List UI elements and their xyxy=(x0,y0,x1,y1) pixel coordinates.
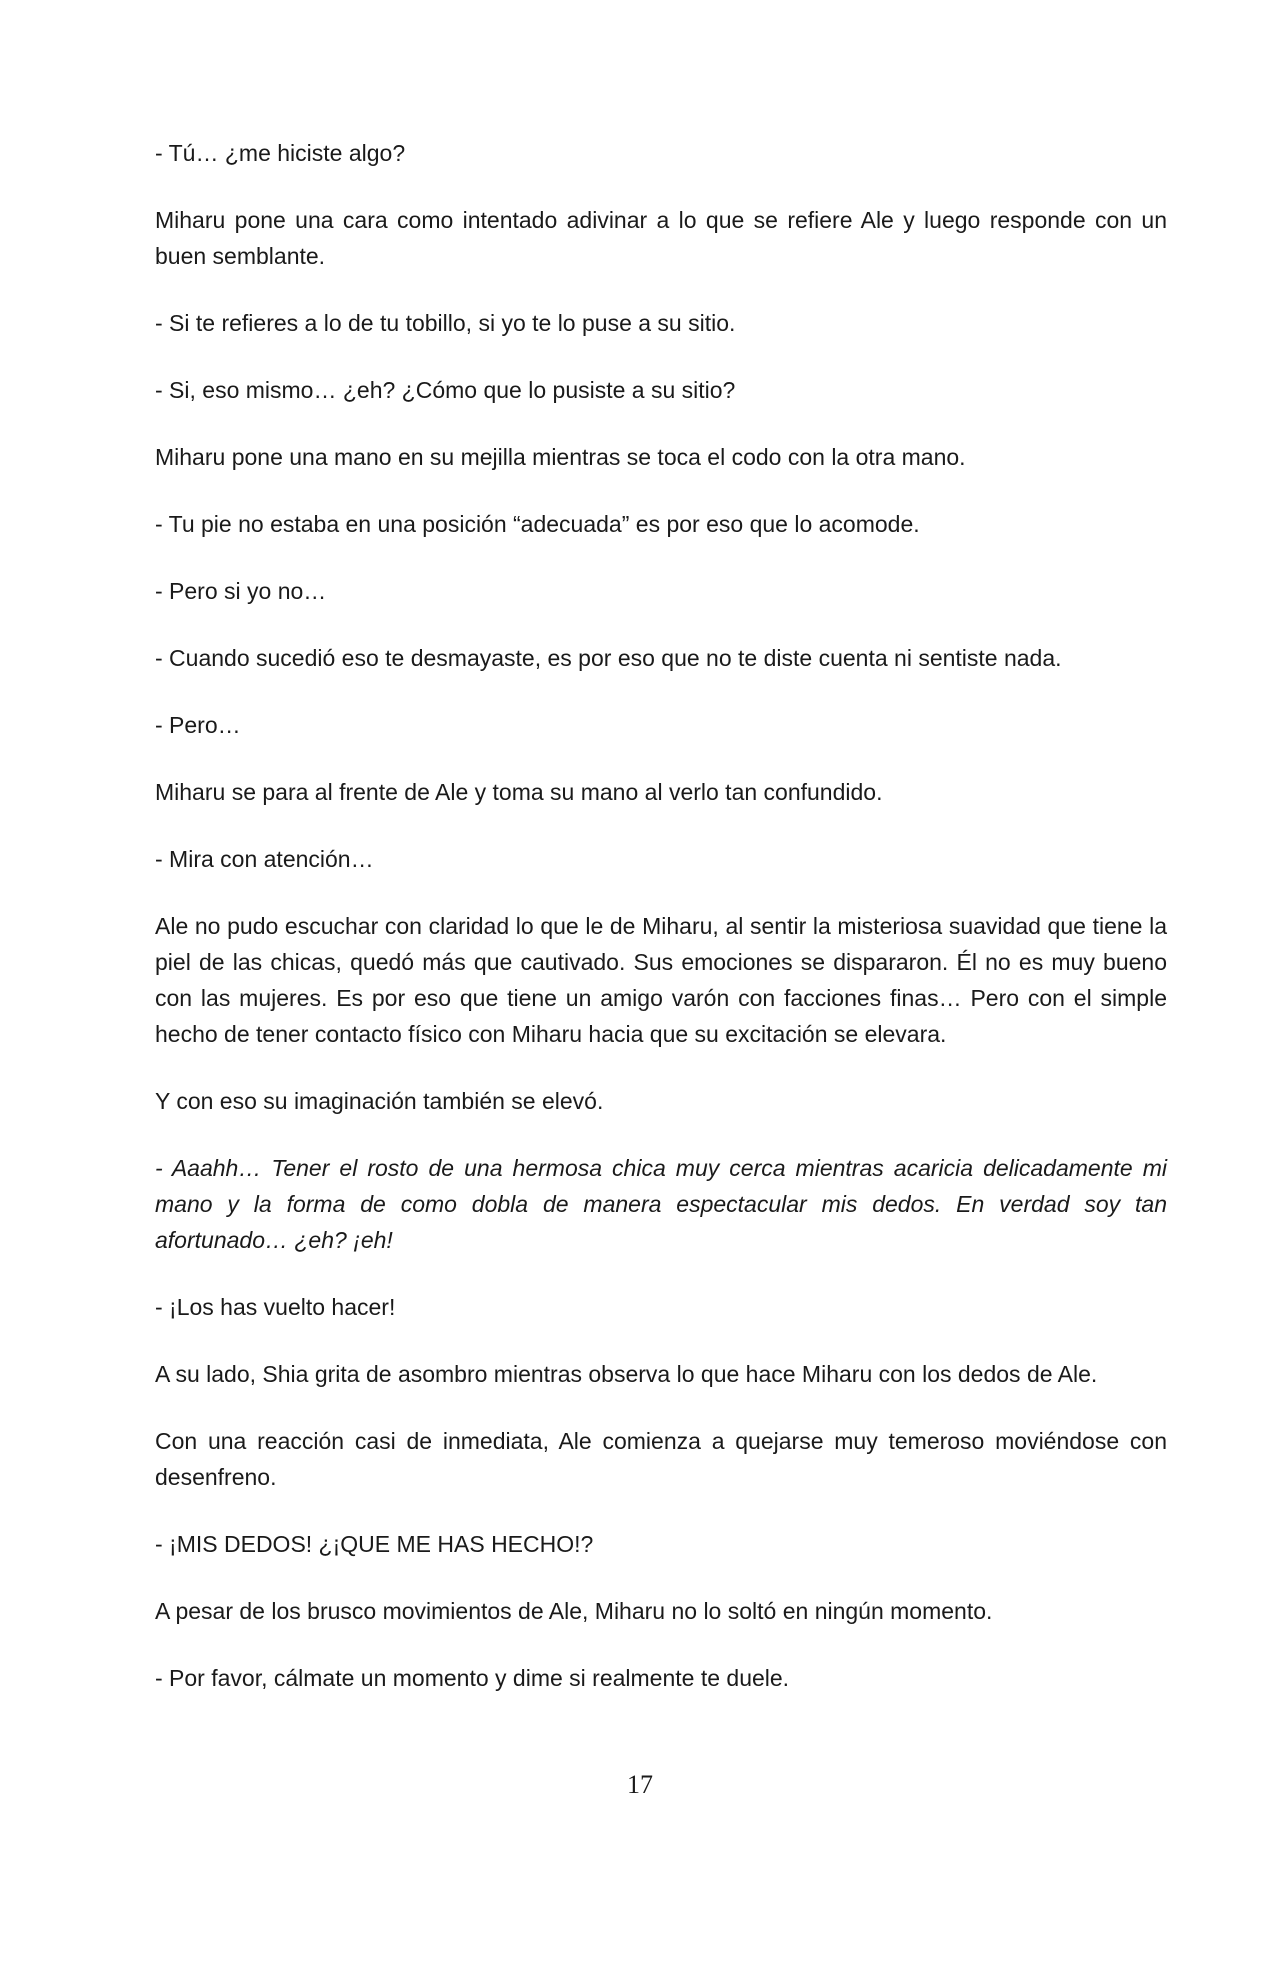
paragraph-6: - Tu pie no estaba en una posición “adecuada” es por eso que lo acomode. xyxy=(155,511,920,537)
paragraph-2: Miharu pone una cara como intentado adivinar a lo que se refiere Ale y luego responde con un buen semblante. xyxy=(155,207,1167,269)
paragraph-13: Y con eso su imaginación también se elevó. xyxy=(155,1088,604,1114)
paragraph-4: - Si, eso mismo… ¿eh? ¿Cómo que lo pusiste a su sitio? xyxy=(155,377,736,403)
paragraph-11: - Mira con atención… xyxy=(155,846,374,872)
paragraph-5: Miharu pone una mano en su mejilla mientras se toca el codo con la otra mano. xyxy=(155,444,966,470)
paragraph-10: Miharu se para al frente de Ale y toma su mano al verlo tan confundido. xyxy=(155,779,883,805)
paragraph-3: - Si te refieres a lo de tu tobillo, si yo te lo puse a su sitio. xyxy=(155,310,736,336)
paragraph-19: A pesar de los brusco movimientos de Ale, Miharu no lo soltó en ningún momento. xyxy=(155,1598,993,1624)
paragraph-9: - Pero… xyxy=(155,712,241,738)
paragraph-7: - Pero si yo no… xyxy=(155,578,327,604)
paragraph-1: - Tú… ¿me hiciste algo? xyxy=(155,140,406,166)
text-body xyxy=(155,135,1167,1727)
paragraph-12: Ale no pudo escuchar con claridad lo que le de Miharu, al sentir la misteriosa suavidad que tiene la piel de las chicas, quedó más que cautivado. Sus emociones se dispararon. Él no es muy bueno con las mujeres. Es por eso que tiene un amigo varón con facciones finas… Pero con el simple hecho de tener contacto físico con Miharu hacia que su excitación se elevara. xyxy=(155,913,1167,1047)
page-number: 17 xyxy=(627,1770,653,1799)
paragraph-15: - ¡Los has vuelto hacer! xyxy=(155,1294,396,1320)
paragraph-14-italic-thought: - Aaahh… Tener el rosto de una hermosa chica muy cerca mientras acaricia delicadamente mi mano y la forma de como dobla de manera espectacular mis dedos. En verdad soy tan afortunado… ¿eh? ¡eh! xyxy=(155,1155,1167,1253)
paragraph-17: Con una reacción casi de inmediata, Ale comienza a quejarse muy temeroso moviéndose con desenfreno. xyxy=(155,1428,1167,1490)
paragraph-8: - Cuando sucedió eso te desmayaste, es por eso que no te diste cuenta ni sentiste nada. xyxy=(155,645,1062,671)
paragraph-20: - Por favor, cálmate un momento y dime si realmente te duele. xyxy=(155,1665,790,1691)
paragraph-18: - ¡MIS DEDOS! ¿¡QUE ME HAS HECHO!? xyxy=(155,1531,594,1557)
paragraph-16: A su lado, Shia grita de asombro mientras observa lo que hace Miharu con los dedos de Ale. xyxy=(155,1361,1098,1387)
